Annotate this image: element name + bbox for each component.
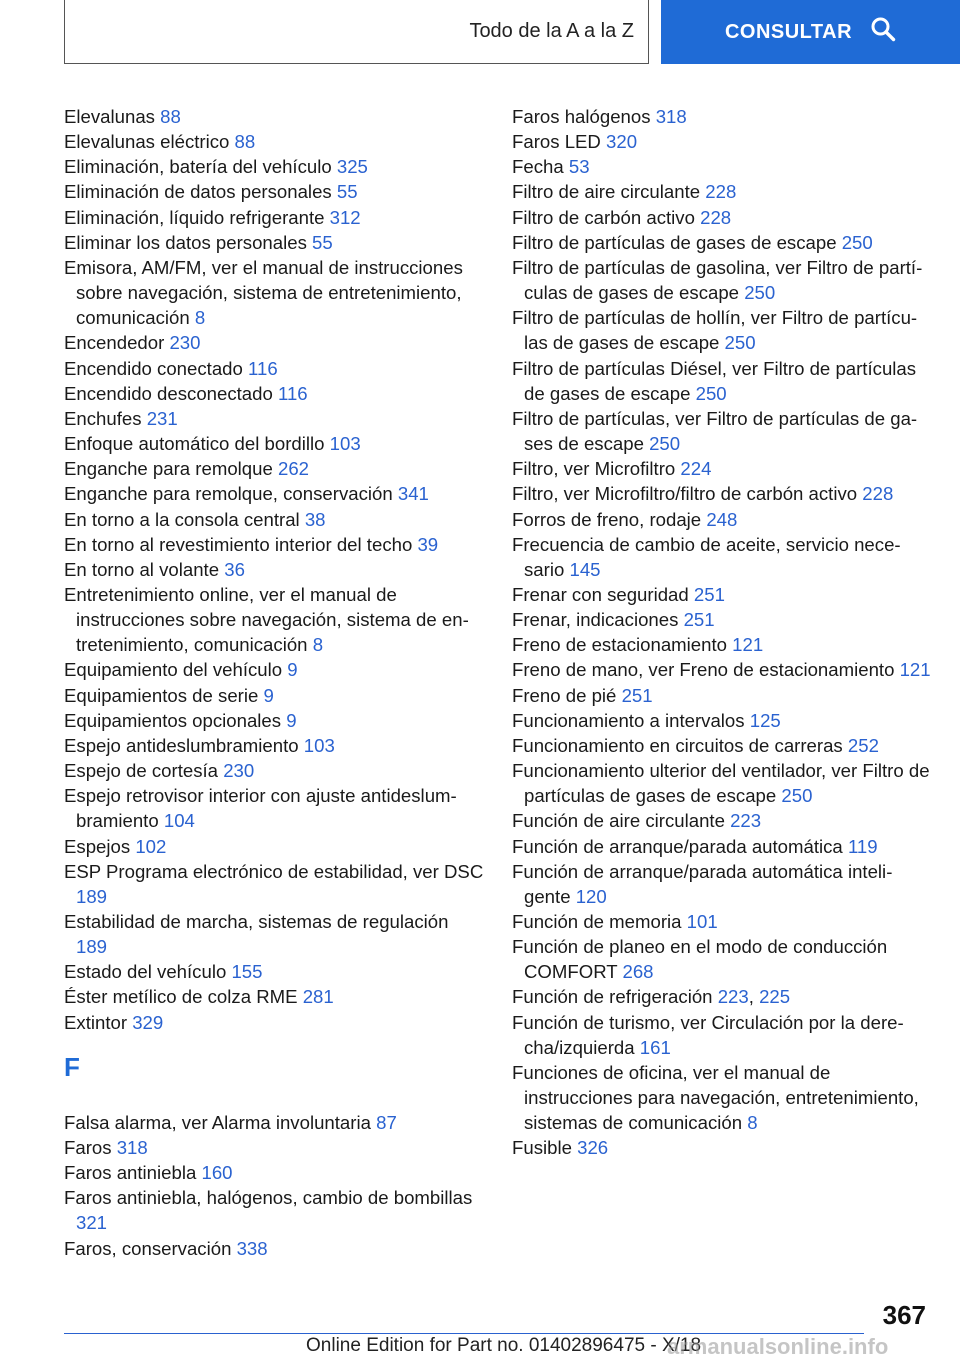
index-entry-term: Enfoque automático del bordillo: [64, 433, 325, 455]
page-reference-link[interactable]: 53: [568, 156, 590, 178]
index-entry: [512, 356, 932, 406]
page-reference-link[interactable]: 145: [569, 558, 601, 580]
tab-az-label: Todo de la A a la Z: [469, 20, 634, 42]
index-entry-term: Encendedor: [64, 332, 165, 354]
index-entry-term: Frenar con seguridad: [512, 583, 689, 605]
index-entry: [512, 205, 932, 230]
index-entry-term: Frecuencia de cambio de aceite, servicio necesario: [512, 533, 901, 580]
index-entry-term: Estabilidad de marcha, sistemas de regulación: [64, 911, 449, 932]
page-reference-link[interactable]: 121: [732, 634, 764, 656]
page-reference-link[interactable]: 102: [135, 835, 167, 857]
index-entry-term: Freno de pié: [512, 684, 617, 706]
index-entry: [512, 834, 932, 859]
index-entry-term: Elevalunas eléctrico: [64, 131, 230, 153]
index-entry-term: Forros de freno, rodaje: [512, 508, 702, 530]
index-entry: [512, 481, 932, 506]
page-reference-link[interactable]: 250: [841, 231, 873, 253]
page-reference-link[interactable]: 250: [724, 332, 756, 354]
index-entry: [64, 1160, 484, 1185]
tab-az-index[interactable]: [64, 0, 649, 64]
index-entry-term: Filtro, ver Microfiltro/filtro de carbón activo: [512, 483, 858, 505]
page-reference-link[interactable]: 268: [622, 961, 654, 983]
consult-label: CONSULTAR: [724, 20, 853, 43]
index-entry: [512, 104, 932, 129]
index-entry-term: Fecha: [512, 156, 564, 178]
page-reference-link[interactable]: 88: [160, 106, 181, 127]
page-reference-link[interactable]: 189: [76, 936, 108, 958]
page-reference-link[interactable]: 223: [730, 810, 762, 832]
page-reference-link[interactable]: 262: [277, 458, 310, 480]
page-reference-link[interactable]: 281: [302, 986, 334, 1008]
page-reference-link[interactable]: 119: [847, 835, 878, 857]
index-entry: [64, 129, 484, 154]
index-entry: [512, 1060, 932, 1135]
footer-edition-text: Online Edition for Part no. 01402896475 - X/18: [306, 1335, 702, 1356]
index-entry: [64, 1110, 484, 1135]
index-entry-term: ESP Programa electrónico de estabilidad, ver DSC: [64, 860, 484, 882]
index-entry-term: Emisora, AM/FM, ver el manual de instrucciones sobre navegación, sistema de entretenimiento, comunicación: [64, 256, 463, 329]
page-reference-link[interactable]: 312: [329, 206, 361, 228]
index-column-right: [512, 104, 932, 1161]
page-reference-link[interactable]: 88: [234, 131, 256, 153]
page-reference-link[interactable]: 155: [231, 961, 263, 983]
page-reference-link[interactable]: 189: [76, 885, 108, 907]
index-entry-term: Elevalunas: [64, 106, 155, 127]
page-reference-link[interactable]: 55: [312, 231, 333, 253]
page-reference-link[interactable]: 39: [417, 533, 439, 555]
index-entry: [512, 934, 932, 984]
page-reference-link[interactable]: 36: [224, 558, 245, 580]
page-reference-link[interactable]: 250: [649, 433, 681, 455]
page-reference-link[interactable]: 104: [163, 810, 195, 832]
page-reference-link[interactable]: 325: [336, 156, 368, 178]
section-letter-heading: F: [64, 1051, 80, 1082]
index-entry-term: Encendido conectado: [64, 357, 243, 379]
index-entry-term: Filtro de partículas de hollín, ver Filtro de partículas de gases de escape: [512, 307, 918, 354]
index-entry: [64, 1010, 484, 1035]
page-reference-link[interactable]: 230: [169, 332, 201, 354]
index-entry-term: Funciones de oficina, ver el manual de instrucciones para navegación, entretenimiento, sistemas de comunicación: [512, 1061, 919, 1134]
index-entry-term: Equipamientos opcionales: [64, 709, 282, 731]
index-entry: [64, 758, 484, 783]
index-entry: Función de refrigeración 223, 225: [512, 986, 791, 1008]
index-entry-term: Función de arranque/parada automática inteligente: [512, 860, 893, 907]
index-entry: [512, 909, 932, 934]
page-reference-link[interactable]: 103: [329, 433, 361, 455]
page-reference-link[interactable]: 228: [700, 206, 732, 228]
index-entry-term: Enganche para remolque: [64, 458, 273, 480]
index-entry: [64, 984, 484, 1009]
page-reference-link[interactable]: 87: [376, 1111, 397, 1133]
page-reference-link[interactable]: 250: [695, 382, 727, 404]
index-entry-term: Equipamiento del vehículo: [64, 659, 283, 681]
index-entry-term: Estado del vehículo: [64, 961, 227, 983]
page-reference-link[interactable]: 326: [577, 1137, 609, 1159]
index-entry-term: Espejo de cortesía: [64, 760, 219, 782]
index-entry-term: Freno de mano, ver Freno de estacionamiento: [512, 659, 895, 681]
page-reference-link[interactable]: 338: [236, 1237, 268, 1259]
index-entry-term: Eliminación de datos personales: [64, 181, 332, 203]
index-entry: [64, 909, 484, 959]
index-entry: [64, 431, 484, 456]
index-entry-term: Funcionamiento a intervalos: [512, 709, 745, 731]
page-reference-link[interactable]: 9: [286, 709, 297, 731]
index-entry: [512, 154, 932, 179]
index-entry: [512, 758, 932, 808]
index-entry: [64, 1236, 484, 1261]
page-reference-link[interactable]: 8: [312, 634, 324, 656]
index-entry-term: Filtro de partículas, ver Filtro de partículas de gases de escape: [512, 407, 918, 455]
index-entry: [512, 582, 932, 607]
index-entry: [64, 859, 484, 909]
index-entry-term: Filtro de aire circulante: [512, 181, 701, 203]
index-entry-term: Faros LED: [512, 131, 601, 153]
top-navigation: [0, 0, 960, 66]
index-entry-term: Faros halógenos: [512, 106, 651, 127]
page-reference-link[interactable]: 318: [655, 106, 687, 127]
page-reference-link[interactable]: 160: [201, 1162, 233, 1184]
index-entry: [512, 406, 932, 456]
index-entry: [64, 381, 484, 406]
index-entry: [512, 507, 932, 532]
index-entry-term: En torno al revestimiento interior del techo: [64, 533, 413, 555]
index-entry: [64, 582, 484, 657]
page-reference-link[interactable]: 125: [749, 709, 781, 731]
index-entry-term: Éster metílico de colza RME: [64, 986, 298, 1008]
index-entry: [64, 481, 484, 506]
index-entry: [64, 205, 484, 230]
index-entry-term: Filtro de carbón activo: [512, 206, 695, 228]
index-entry: [512, 179, 932, 204]
index-entry-term: Filtro de partículas de gases de escape: [512, 231, 837, 253]
index-entry-term: Espejo antideslumbramiento: [64, 734, 299, 756]
index-entry: [64, 683, 484, 708]
index-entry: [512, 532, 932, 582]
index-entry: [512, 808, 932, 833]
index-entry: [512, 708, 932, 733]
index-entry-term: Función de memoria: [512, 911, 682, 932]
page-reference-link[interactable]: 225: [759, 986, 791, 1008]
index-entry-term: Función de refrigeración: [512, 986, 713, 1008]
page-reference-link[interactable]: 8: [194, 307, 206, 329]
index-entry-term: Frenar, indicaciones: [512, 609, 679, 631]
index-entry: [64, 834, 484, 859]
page-reference-link[interactable]: 9: [263, 684, 274, 706]
index-entry-term: Filtro, ver Microfiltro: [512, 458, 676, 480]
index-entry: [64, 230, 484, 255]
index-entry: [64, 154, 484, 179]
index-entry-term: Función de aire circulante: [512, 810, 725, 832]
index-entry: [64, 733, 484, 758]
page-reference-link[interactable]: 341: [397, 483, 429, 505]
page-reference-link[interactable]: 223: [717, 986, 749, 1008]
index-entry-term: Faros: [64, 1136, 112, 1158]
index-entry-term: Filtro de partículas de gasolina, ver Filtro de partículas de gases de escape: [512, 256, 923, 304]
page-reference-link[interactable]: 8: [747, 1112, 758, 1134]
index-entry-term: Encendido desconectado: [64, 382, 273, 404]
index-entry-term: Eliminación, batería del vehículo: [64, 156, 332, 178]
page-reference-link[interactable]: 101: [686, 911, 718, 932]
index-entry: [64, 456, 484, 481]
page-reference-link[interactable]: 55: [336, 181, 358, 203]
index-entry-term: Función de arranque/parada automática: [512, 835, 843, 857]
index-entry-term: Falsa alarma, ver Alarma involuntaria: [64, 1111, 371, 1133]
page-reference-link[interactable]: 250: [781, 785, 813, 807]
index-entry: [512, 1135, 932, 1160]
index-entry-term: Eliminar los datos personales: [64, 231, 307, 253]
page-reference-link[interactable]: 250: [744, 282, 776, 304]
index-entry: [64, 507, 484, 532]
index-entry: [512, 230, 932, 255]
index-entry-term: Funcionamiento en circuitos de carreras: [512, 734, 843, 756]
index-entry: [64, 708, 484, 733]
page-reference-link[interactable]: 329: [132, 1011, 164, 1033]
page-reference-link[interactable]: 224: [680, 458, 712, 480]
index-entry: [512, 255, 932, 305]
index-entry-term: Enganche para remolque, conservación: [64, 483, 393, 505]
page-reference-link[interactable]: 116: [248, 357, 278, 379]
index-entry: [512, 683, 932, 708]
index-entry-term: Faros antiniebla, halógenos, cambio de bombillas: [64, 1187, 473, 1209]
index-entry-term: Función de turismo, ver Circulación por la derecha/izquierda: [512, 1011, 904, 1058]
page-reference-link[interactable]: 228: [705, 181, 737, 203]
page-reference-link[interactable]: 9: [287, 659, 298, 681]
search-icon: [870, 16, 896, 48]
index-entry: [64, 557, 484, 582]
index-entry-term: Extintor: [64, 1011, 128, 1033]
index-entry: [512, 859, 932, 909]
index-entry-term: Faros antiniebla: [64, 1162, 197, 1184]
page-reference-link[interactable]: 318: [116, 1136, 148, 1158]
index-entry: [512, 607, 932, 632]
index-entry: [64, 959, 484, 984]
index-entry: [512, 733, 932, 758]
page-reference-link[interactable]: 120: [575, 885, 607, 907]
index-entry-term: Faros, conservación: [64, 1237, 232, 1259]
page-reference-link[interactable]: 251: [693, 583, 725, 605]
index-entry: [64, 356, 484, 381]
page-reference-link[interactable]: 248: [706, 508, 738, 530]
index-entry: [64, 532, 484, 557]
index-entry-term: Entretenimiento online, ver el manual de instrucciones sobre navegación, sistema de entretenimiento, comunicación: [64, 583, 469, 656]
index-entry: [64, 657, 484, 682]
index-entry: [64, 783, 484, 833]
page-reference-link[interactable]: 116: [278, 382, 308, 404]
index-entry: [64, 255, 484, 330]
page-reference-link[interactable]: 320: [606, 131, 638, 153]
index-entry: [512, 1010, 932, 1060]
index-entry: [64, 104, 484, 129]
index-entry-term: Enchufes: [64, 407, 142, 429]
index-entry-term: En torno a la consola central: [64, 508, 300, 530]
page-reference-link[interactable]: 252: [847, 734, 879, 756]
index-entry: [64, 179, 484, 204]
index-entry: [512, 305, 932, 355]
index-column-left: [64, 104, 484, 1261]
page-reference-link[interactable]: 38: [304, 508, 326, 530]
page-reference-link[interactable]: 103: [303, 734, 335, 756]
index-entry: [512, 632, 932, 657]
page-reference-link[interactable]: 251: [621, 684, 653, 706]
index-entry-term: Función de planeo en el modo de conducción COMFORT: [512, 936, 888, 983]
index-entry-term: Espejos: [64, 835, 131, 857]
index-entry: [512, 456, 932, 481]
index-entry: [512, 129, 932, 154]
index-entry-term: Eliminación, líquido refrigerante: [64, 206, 325, 228]
page-reference-link[interactable]: 251: [683, 609, 715, 631]
page-reference-link[interactable]: 231: [146, 407, 178, 429]
index-entry-term: Fusible: [512, 1137, 572, 1159]
footer-watermark: armanualsonline.info: [667, 1334, 889, 1359]
index-entry: [64, 1185, 484, 1235]
index-entry-term: Equipamientos de serie: [64, 684, 259, 706]
index-entry-term: Funcionamiento ulterior del ventilador, ver Filtro de partículas de gases de escape: [512, 760, 930, 807]
index-entry-term: Freno de estacionamiento: [512, 634, 727, 656]
index-entry: [64, 330, 484, 355]
index-entry-term: En torno al volante: [64, 558, 220, 580]
index-entry-term: Filtro de partículas Diésel, ver Filtro de partículas de gases de escape: [512, 357, 917, 404]
index-entry: [512, 657, 932, 682]
index-entry-term: Espejo retrovisor interior con ajuste antideslumbramiento: [64, 785, 457, 832]
page-reference-link[interactable]: 161: [639, 1036, 671, 1058]
page-reference-link[interactable]: 321: [76, 1212, 108, 1234]
page-number: 367: [882, 1300, 926, 1330]
page-reference-link[interactable]: 230: [223, 760, 255, 782]
index-entry: [64, 406, 484, 431]
page-reference-link[interactable]: 228: [862, 483, 894, 505]
index-entry: [64, 1135, 484, 1160]
consult-button[interactable]: [661, 0, 960, 64]
page-reference-link[interactable]: 121: [899, 659, 931, 681]
